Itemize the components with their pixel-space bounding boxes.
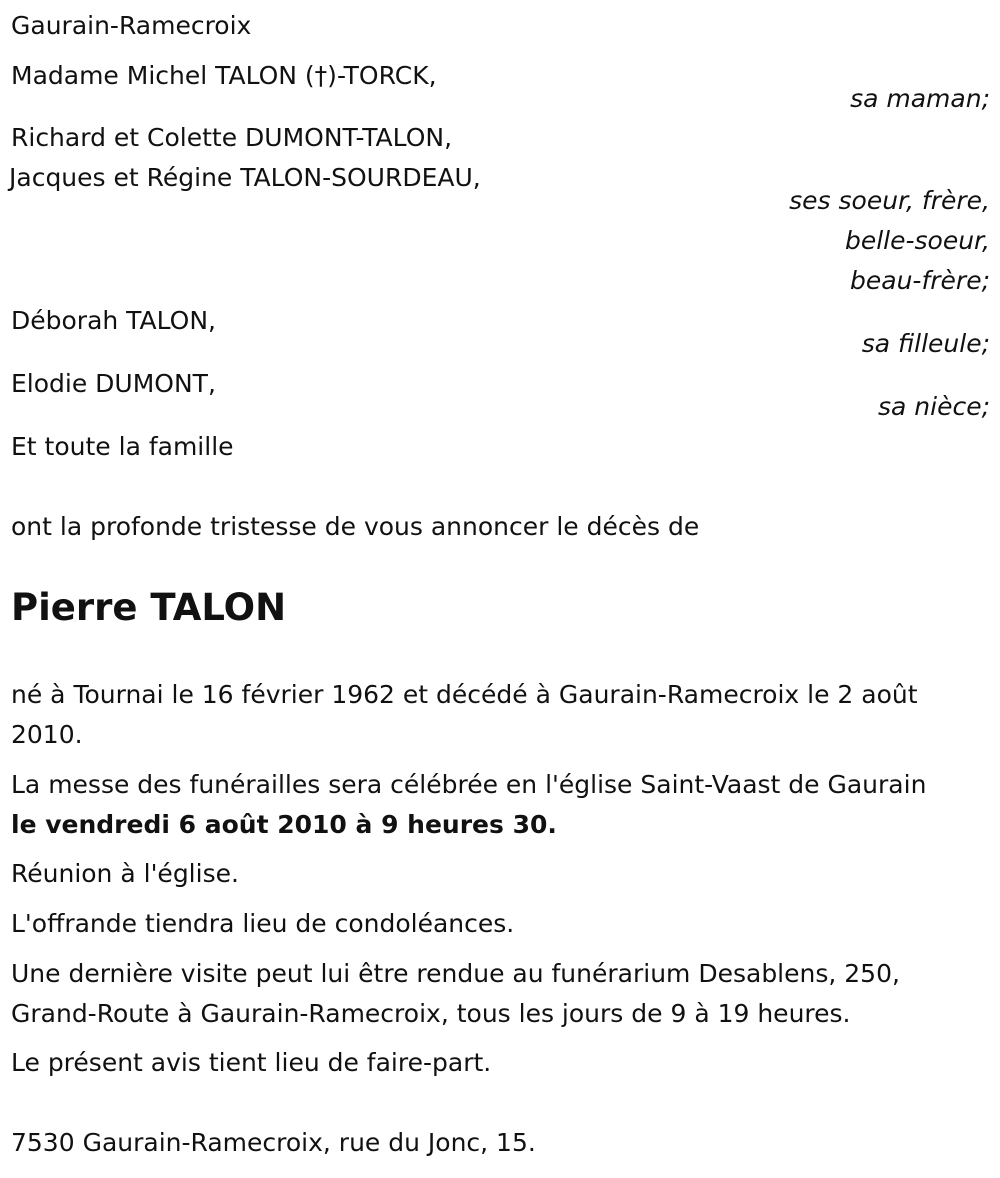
- notice-text: Le présent avis tient lieu de faire-part.: [11, 1048, 492, 1077]
- family-member-niece: Elodie DUMONT,: [11, 369, 216, 398]
- offering-text: L'offrande tiendra lieu de condoléances.: [11, 909, 515, 938]
- birth-death-line-2: 2010.: [11, 720, 83, 749]
- visit-line-2: Grand-Route à Gaurain-Ramecroix, tous les jours de 9 à 19 heures.: [11, 999, 851, 1028]
- relation-niece: sa nièce;: [877, 392, 990, 421]
- address-text: 7530 Gaurain-Ramecroix, rue du Jonc, 15.: [11, 1128, 536, 1157]
- family-all: Et toute la famille: [11, 432, 234, 461]
- family-member-goddaughter: Déborah TALON,: [11, 306, 216, 335]
- family-member-mother: Madame Michel TALON (†)-TORCK,: [11, 61, 437, 90]
- header-town: Gaurain-Ramecroix: [11, 11, 252, 40]
- relation-mother: sa maman;: [850, 84, 990, 113]
- birth-death-line-1: né à Tournai le 16 février 1962 et décédé à Gaurain-Ramecroix le 2 août: [11, 680, 918, 709]
- mass-date: le vendredi 6 août 2010 à 9 heures 30.: [11, 810, 557, 839]
- announcement-text: ont la profonde tristesse de vous annoncer le décès de: [11, 512, 700, 541]
- family-member-sibling-2: Jacques et Régine TALON-SOURDEAU,: [9, 163, 481, 192]
- mass-text: La messe des funérailles sera célébrée en l'église Saint-Vaast de Gaurain: [11, 770, 927, 799]
- meeting-text: Réunion à l'église.: [11, 859, 239, 888]
- family-member-sibling-1: Richard et Colette DUMONT-TALON,: [11, 123, 453, 152]
- visit-line-1: Une dernière visite peut lui être rendue au funérarium Desablens, 250,: [11, 959, 900, 988]
- relation-siblings-1: ses soeur, frère,: [789, 186, 990, 215]
- relation-siblings-2: belle-soeur,: [844, 226, 990, 255]
- relation-siblings-3: beau-frère;: [850, 266, 990, 295]
- deceased-name: Pierre TALON: [11, 586, 287, 629]
- relation-goddaughter: sa filleule;: [861, 329, 990, 358]
